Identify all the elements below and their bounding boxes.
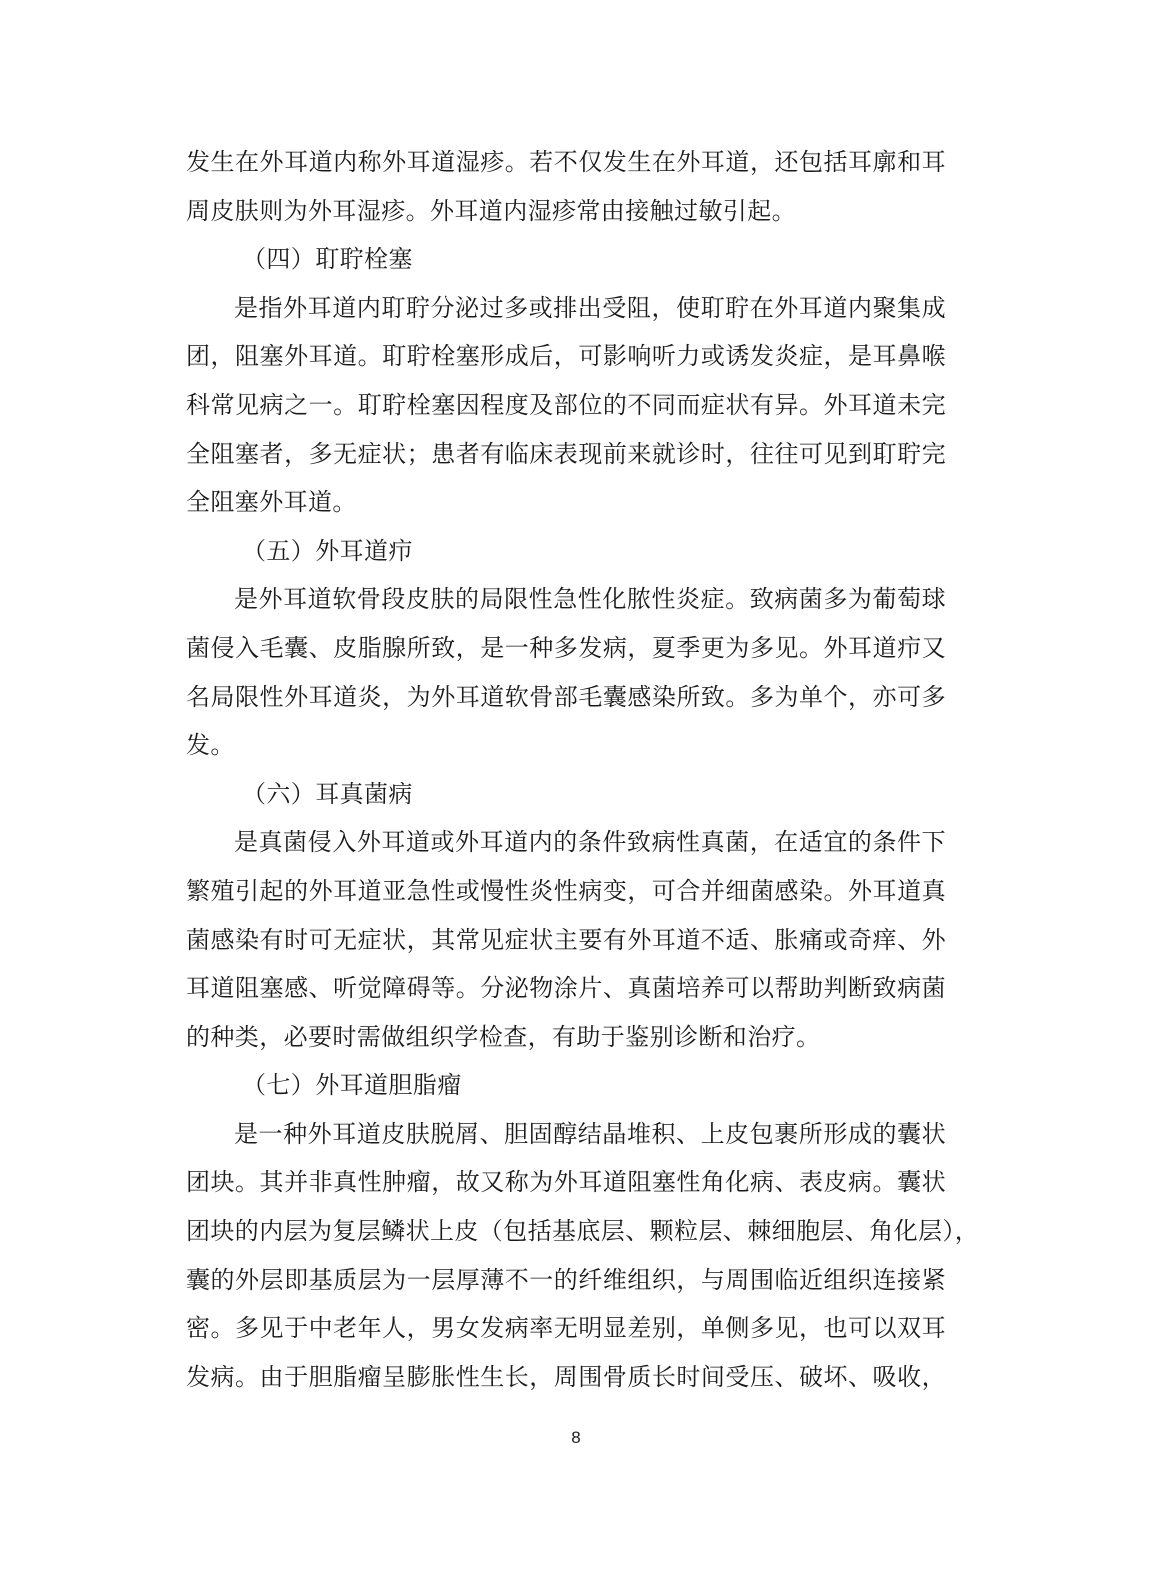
text-line: 全阻塞外耳道。 [186, 488, 357, 517]
text-line: 团块。其并非真性肿瘤，故又称为外耳道阻塞性角化病、表皮病。囊状 [186, 1168, 946, 1197]
text-line: 是指外耳道内耵聍分泌过多或排出受阻，使耵聍在外耳道内聚集成 [234, 293, 946, 322]
body-text [186, 138, 980, 1401]
section-heading: （五）外耳道疖 [242, 536, 413, 565]
section-heading: （七）外耳道胆脂瘤 [242, 1071, 462, 1100]
text-line: 是一种外耳道皮肤脱屑、胆固醇结晶堆积、上皮包裹所形成的囊状 [234, 1119, 946, 1148]
text-line: 发生在外耳道内称外耳道湿疹。若不仅发生在外耳道，还包括耳廓和耳 [186, 148, 946, 176]
section-heading: （四）耵聍栓塞 [242, 245, 413, 274]
section-heading: （六）耳真菌病 [242, 779, 413, 808]
text-line: 菌感染有时可无症状，其常见症状主要有外耳道不适、胀痛或奇痒、外 [186, 925, 946, 954]
text-line: 团，阻塞外耳道。耵聍栓塞形成后，可影响听力或诱发炎症，是耳鼻喉 [186, 342, 946, 371]
text-line: 囊的外层即基质层为一层厚薄不一的纤维组织，与周围临近组织连接紧 [186, 1265, 946, 1294]
text-line: 是真菌侵入外耳道或外耳道内的条件致病性真菌，在适宜的条件下 [234, 828, 946, 857]
text-line: 科常见病之一。耵聍栓塞因程度及部位的不同而症状有异。外耳道未完 [186, 390, 946, 419]
text-line: 团块的内层为复层鳞状上皮（包括基底层、颗粒层、棘细胞层、角化层）， [186, 1217, 980, 1246]
page-number: 8 [571, 1428, 581, 1447]
text-line: 菌侵入毛囊、皮脂腺所致，是一种多发病，夏季更为多见。外耳道疖又 [186, 633, 946, 662]
text-line: 的种类，必要时需做组织学检查，有助于鉴别诊断和治疗。 [186, 1022, 821, 1051]
text-line: 繁殖引起的外耳道亚急性或慢性炎性病变，可合并细菌感染。外耳道真 [186, 876, 946, 905]
text-line: 全阻塞者，多无症状；患者有临床表现前来就诊时，往往可见到耵聍完 [186, 439, 946, 468]
text-line: 密。多见于中老年人，男女发病率无明显差别，单侧多见，也可以双耳 [186, 1314, 946, 1343]
text-line: 名局限性外耳道炎，为外耳道软骨部毛囊感染所致。多为单个，亦可多 [186, 682, 946, 711]
text-line: 耳道阻塞感、听觉障碍等。分泌物涂片、真菌培养可以帮助判断致病菌 [186, 974, 946, 1003]
text-line: 是外耳道软骨段皮肤的局限性急性化脓性炎症。致病菌多为葡萄球 [234, 585, 946, 614]
text-line: 发病。由于胆脂瘤呈膨胀性生长，周围骨质长时间受压、破坏、吸收， [186, 1362, 946, 1391]
text-line: 周皮肤则为外耳湿疹。外耳道内湿疹常由接触过敏引起。 [186, 196, 796, 225]
text-line: 发。 [186, 731, 235, 760]
